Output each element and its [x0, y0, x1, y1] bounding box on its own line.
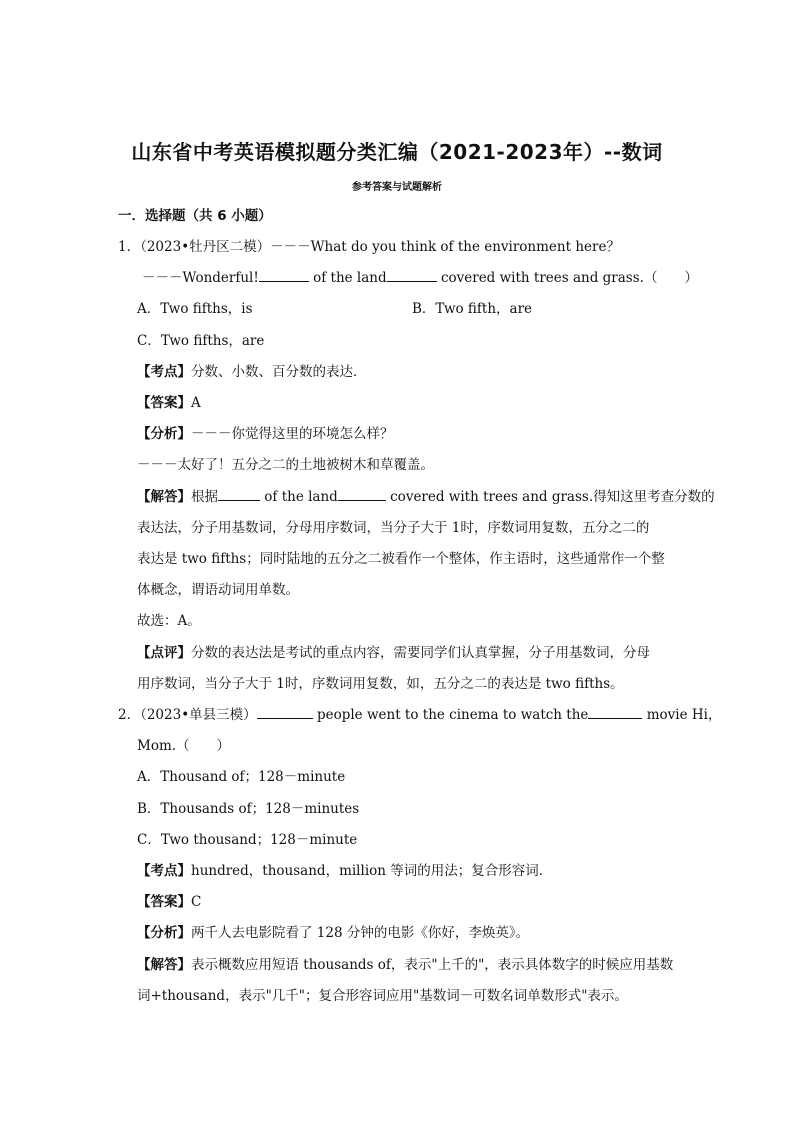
q1-text: －－－Wonderful! — [142, 270, 259, 286]
q1-jieda-line3: 表达是 two fifths；同时陆地的五分之二被看作一个整体，作主语时，这些通常作一个整 — [137, 551, 665, 567]
q1-jieda-line2: 表达法，分子用基数词，分母用序数词，当分子大于 1时，序数词用复数，五分之二的 — [137, 520, 650, 536]
q1-dianping-text: 分数的表达法是考试的重点内容，需要同学们认真掌握，分子用基数词，分母 — [191, 645, 650, 661]
q1-kaodian — [137, 362, 367, 382]
label-fenxi: 【分析】 — [137, 426, 191, 442]
q1-fenxi-line2: －－－太好了！五分之二的土地被树木和草覆盖。 — [137, 457, 434, 473]
q1-kaodian-text: 分数、小数、百分数的表达． — [191, 364, 367, 380]
q2-option-b: B．Thousands of；128－minutes — [137, 801, 360, 817]
q2-kaodian-text: hundred，thousand，million 等词的用法；复合形容词． — [191, 863, 553, 879]
q1-option-a: A．Two fifths，is — [137, 301, 253, 317]
q2-kaodian — [137, 861, 552, 881]
page-subtitle: 参考答案与试题解析 — [352, 182, 442, 193]
q2-fenxi-text: 两千人去电影院看了 128 分钟的电影《你好，李焕英》。 — [191, 925, 530, 941]
q1-jieda-line4: 体概念，谓语动词用单数。 — [137, 582, 299, 598]
q1-blank-1 — [259, 269, 309, 282]
q2-answer — [137, 892, 201, 912]
q1-prompt: －－－What do you think of the environment here？ — [270, 239, 620, 255]
label-jieda: 【解答】 — [137, 957, 191, 973]
q1-text: covered with trees and grass.（ ） — [440, 270, 698, 286]
q1-text: of the land — [313, 270, 387, 286]
q1-answer — [137, 393, 201, 413]
q1-option-b: B．Two fifth，are — [412, 301, 533, 317]
q1-dianping-line2: 用序数词，当分子大于 1时，序数词用复数，如，五分之二的表达是 two fifths。 — [137, 676, 624, 692]
q2-number: 2．（2023•单县三模） — [118, 707, 257, 723]
q1-stem — [118, 237, 620, 257]
q1-guxuan: 故选：A。 — [137, 613, 201, 629]
section-heading: 一．选择题（共 6 小题） — [118, 208, 272, 224]
q2-option-a: A．Thousand of；128－minute — [137, 769, 346, 785]
q2-stem — [118, 705, 721, 725]
q2-jieda — [137, 955, 673, 975]
q1-answer-text: A — [191, 395, 201, 411]
q2-blank-1 — [257, 706, 313, 719]
q2-prompt: movie Hi， — [646, 707, 722, 723]
q1-jieda — [137, 487, 715, 507]
q1-jieda-blank-1 — [218, 488, 260, 501]
q1-dianping — [137, 643, 650, 663]
page-title: 山东省中考英语模拟题分类汇编（2021-2023年）--数词 — [131, 140, 663, 164]
q2-jieda-line2: 词+thousand，表示"几千"；复合形容词应用"基数词－可数名词单数形式"表示。 — [137, 988, 628, 1004]
q2-answer-text: C — [191, 894, 202, 910]
label-answer: 【答案】 — [137, 395, 191, 411]
q2-prompt: people went to the cinema to watch the — [316, 707, 589, 723]
label-kaodian: 【考点】 — [137, 863, 191, 879]
label-jieda: 【解答】 — [137, 489, 191, 505]
q1-line2 — [142, 268, 698, 288]
q1-fenxi — [137, 424, 394, 444]
q1-blank-2 — [387, 269, 437, 282]
q1-number: 1．（2023•牡丹区二模） — [118, 239, 271, 255]
label-answer: 【答案】 — [137, 894, 191, 910]
label-fenxi: 【分析】 — [137, 925, 191, 941]
q2-blank-2 — [588, 706, 642, 719]
q1-fenxi-text: －－－你觉得这里的环境怎么样？ — [191, 426, 394, 442]
q1-jieda-text: of the land — [264, 489, 338, 505]
q2-fenxi — [137, 923, 529, 943]
q1-jieda-text: covered with trees and grass.得知这里考查分数的 — [390, 489, 715, 505]
label-kaodian: 【考点】 — [137, 364, 191, 380]
q2-jieda-text: 表示概数应用短语 thousands of，表示"上千的"，表示具体数字的时候应用基数 — [191, 957, 674, 973]
q1-jieda-blank-2 — [338, 488, 386, 501]
q2-option-c: C．Two thousand；128－minute — [137, 832, 358, 848]
q1-option-c: C．Two fifths，are — [137, 333, 265, 349]
q1-jieda-text: 根据 — [191, 489, 218, 505]
label-dianping: 【点评】 — [137, 645, 191, 661]
q2-line2: Mom.（ ） — [137, 738, 231, 754]
